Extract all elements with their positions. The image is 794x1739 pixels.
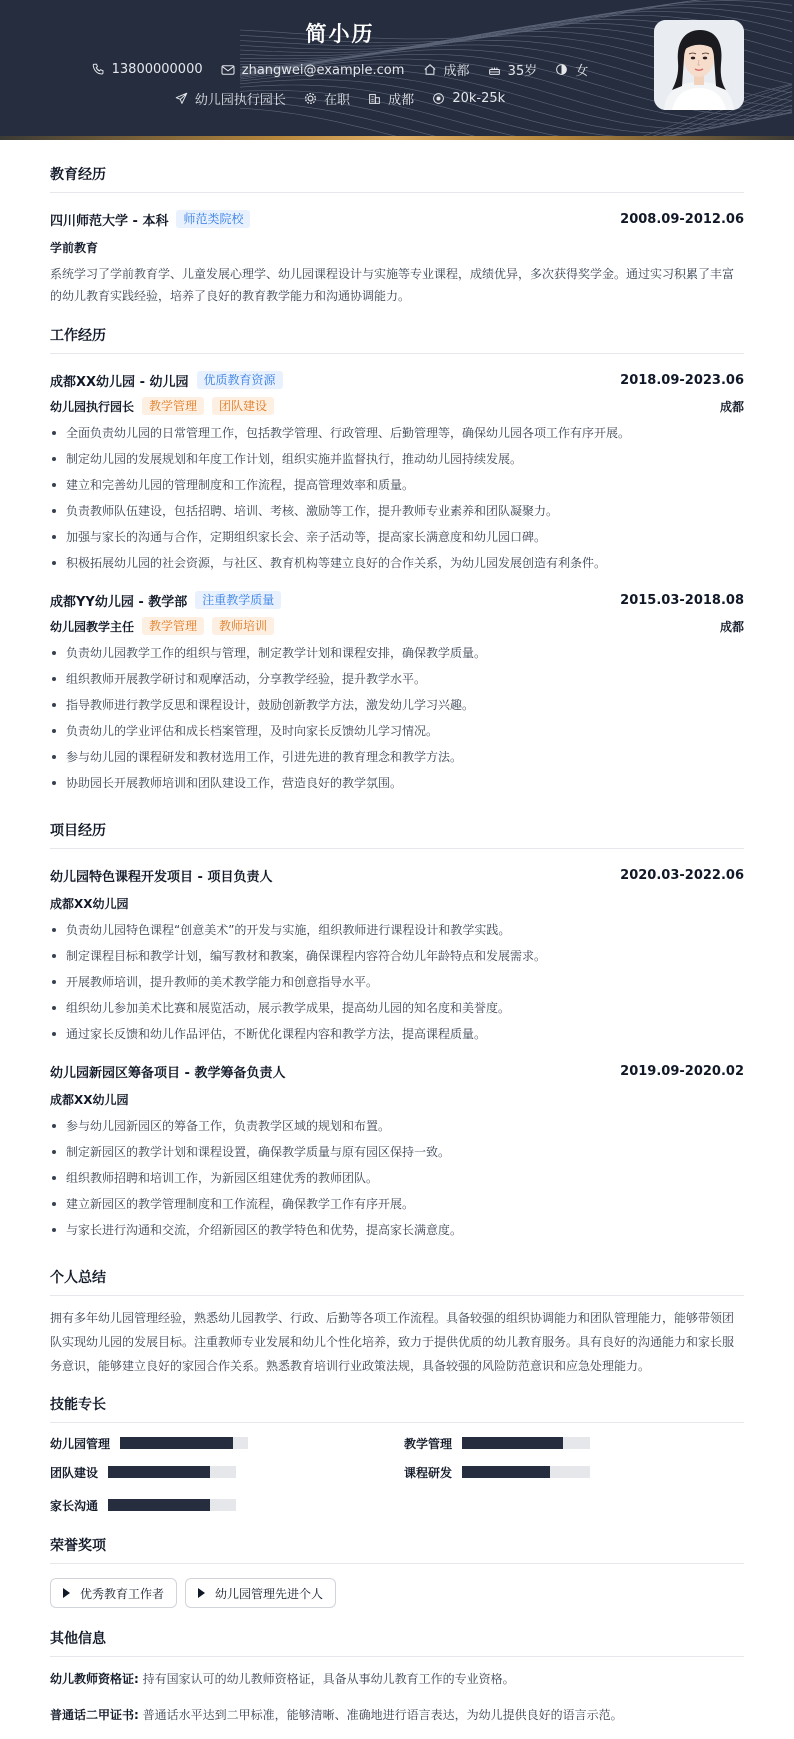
work-entry bbox=[50, 370, 744, 576]
company-tag: 优质教育资源 bbox=[197, 371, 283, 389]
work-duties-list bbox=[50, 640, 744, 796]
honors-section-title: 荣誉奖项 bbox=[50, 1535, 744, 1564]
skill-item bbox=[404, 1462, 590, 1482]
list-item: 制定课程目标和教学计划，编写教材和教案，确保课程内容符合幼儿年龄特点和发展需求。 bbox=[50, 943, 744, 969]
project-entry-header bbox=[50, 865, 744, 885]
list-item: 制定幼儿园的发展规划和年度工作计划，组织实施并监督执行，推动幼儿园持续发展。 bbox=[50, 446, 744, 472]
other-info-item bbox=[50, 1705, 744, 1725]
skill-name: 幼儿园管理 bbox=[50, 1436, 111, 1451]
project-name: 幼儿园特色课程开发项目 - 项目负责人 bbox=[50, 869, 273, 885]
skills-grid bbox=[50, 1433, 744, 1529]
project-org bbox=[50, 893, 744, 913]
skills-section-title: 技能专长 bbox=[50, 1394, 744, 1423]
position-name: 幼儿园教学主任 bbox=[50, 619, 135, 634]
honor-badge bbox=[185, 1578, 336, 1608]
job-status-info bbox=[304, 89, 350, 108]
project-entry-header bbox=[50, 1061, 744, 1081]
skill-name: 教学管理 bbox=[404, 1436, 453, 1451]
basic-info-row bbox=[0, 60, 680, 80]
list-item: 与家长进行沟通和交流，介绍新园区的教学特色和优势，提高家长满意度。 bbox=[50, 1217, 744, 1243]
phone-text: 13800000000 bbox=[111, 62, 203, 77]
company-name: 成都YY幼儿园 - 教学部 bbox=[50, 594, 188, 610]
list-item: 加强与家长的沟通与合作，定期组织家长会、亲子活动等，提高家长满意度和幼儿园口碑。 bbox=[50, 524, 744, 550]
skill-name: 团队建设 bbox=[50, 1465, 99, 1480]
skill-bar-fill bbox=[120, 1437, 233, 1449]
gender-info bbox=[555, 60, 588, 79]
coin-icon bbox=[432, 92, 445, 105]
skill-item bbox=[50, 1495, 236, 1515]
skill-item bbox=[50, 1462, 236, 1482]
age-text: 35岁 bbox=[507, 64, 538, 79]
list-item: 参与幼儿园新园区的筹备工作，负责教学区域的规划和布置。 bbox=[50, 1113, 744, 1139]
honors-list bbox=[50, 1578, 744, 1608]
honor-name: 优秀教育工作者 bbox=[80, 1586, 165, 1601]
play-icon bbox=[63, 1588, 70, 1598]
job-status-text: 在职 bbox=[324, 93, 351, 108]
list-item: 协助园长开展教师培训和团队建设工作，营造良好的教学氛围。 bbox=[50, 770, 744, 796]
project-duties-list bbox=[50, 1113, 744, 1243]
list-item: 负责教师队伍建设，包括招聘、培训、考核、激励等工作，提升教师专业素养和团队凝聚力。 bbox=[50, 498, 744, 524]
resume-body bbox=[50, 140, 744, 1725]
other-info-label: 幼儿教师资格证: bbox=[50, 1672, 139, 1686]
project-section-title: 项目经历 bbox=[50, 820, 744, 849]
list-item: 全面负责幼儿园的日常管理工作，包括教学管理、行政管理、后勤管理等，确保幼儿园各项工作有序开展。 bbox=[50, 420, 744, 446]
school-name: 四川师范大学 - 本科 bbox=[50, 213, 169, 229]
list-item: 制定新园区的教学计划和课程设置，确保教学质量与原有园区保持一致。 bbox=[50, 1139, 744, 1165]
project-org bbox=[50, 1089, 744, 1109]
list-item: 负责幼儿的学业评估和成长档案管理，及时向家长反馈幼儿学习情况。 bbox=[50, 718, 744, 744]
project-entry bbox=[50, 1061, 744, 1243]
work-entry-header bbox=[50, 370, 744, 390]
skill-bar-fill bbox=[108, 1499, 210, 1511]
target-position-text: 幼儿园执行园长 bbox=[194, 93, 286, 108]
age-info bbox=[488, 60, 538, 79]
list-item: 组织教师招聘和培训工作，为新园区组建优秀的教师团队。 bbox=[50, 1165, 744, 1191]
position-tag: 教师培训 bbox=[212, 617, 274, 635]
list-item: 参与幼儿园的课程研发和教材选用工作，引进先进的教育理念和教学方法。 bbox=[50, 744, 744, 770]
city-text: 成都 bbox=[443, 64, 470, 79]
company-tag: 注重教学质量 bbox=[195, 591, 281, 609]
project-duties-list bbox=[50, 917, 744, 1047]
other-section-title: 其他信息 bbox=[50, 1628, 744, 1657]
work-location: 成都 bbox=[719, 399, 744, 414]
summary-section-title: 个人总结 bbox=[50, 1267, 744, 1296]
salary-text: 20k-25k bbox=[452, 91, 506, 106]
list-item: 负责幼儿园教学工作的组织与管理，制定教学计划和课程安排，确保教学质量。 bbox=[50, 640, 744, 666]
position-tag: 教学管理 bbox=[142, 617, 204, 635]
project-org-text: 成都XX幼儿园 bbox=[50, 1092, 129, 1107]
home-icon bbox=[423, 63, 437, 76]
list-item: 开展教师培训，提升教师的美术教学能力和创意指导水平。 bbox=[50, 969, 744, 995]
project-period: 2020.03-2022.06 bbox=[620, 867, 744, 883]
skill-bar-fill bbox=[462, 1466, 550, 1478]
education-period: 2008.09-2012.06 bbox=[620, 211, 744, 227]
mail-icon bbox=[221, 64, 235, 76]
project-period: 2019.09-2020.02 bbox=[620, 1063, 744, 1079]
major-text: 学前教育 bbox=[50, 240, 99, 255]
other-info-value: 普通话水平达到二甲标准，能够清晰、准确地进行语言表达，为幼儿提供良好的语言示范。 bbox=[142, 1708, 623, 1722]
work-period: 2015.03-2018.08 bbox=[620, 592, 744, 608]
building-icon bbox=[368, 92, 381, 105]
status-gear-icon bbox=[304, 92, 317, 105]
position-tag: 教学管理 bbox=[142, 397, 204, 415]
work-period: 2018.09-2023.06 bbox=[620, 372, 744, 388]
candidate-name: 简小历 bbox=[305, 22, 375, 46]
company-name: 成都XX幼儿园 - 幼儿园 bbox=[50, 374, 189, 390]
profile-photo bbox=[654, 20, 744, 110]
send-icon bbox=[175, 92, 188, 105]
gender-icon bbox=[555, 63, 568, 76]
position-tag: 团队建设 bbox=[212, 397, 274, 415]
resume-header bbox=[0, 0, 794, 140]
city-info bbox=[423, 60, 470, 79]
project-entry bbox=[50, 865, 744, 1047]
list-item: 组织教师开展教学研讨和观摩活动，分享教学经验，提升教学水平。 bbox=[50, 666, 744, 692]
skill-bar-fill bbox=[462, 1437, 563, 1449]
phone-icon bbox=[92, 63, 105, 76]
school-tag: 师范类院校 bbox=[176, 210, 250, 228]
list-item: 建立和完善幼儿园的管理制度和工作流程，提高管理效率和质量。 bbox=[50, 472, 744, 498]
skill-name: 家长沟通 bbox=[50, 1498, 99, 1513]
education-description: 系统学习了学前教育学、儿童发展心理学、幼儿园课程设计与实施等专业课程，成绩优异，多次获得奖学金。通过实习积累了丰富的幼儿教育实践经验，培养了良好的教育教学能力和沟通协调能力。 bbox=[50, 267, 735, 303]
skill-name: 课程研发 bbox=[404, 1465, 453, 1480]
email-info bbox=[221, 63, 405, 78]
position-row bbox=[50, 616, 744, 636]
list-item: 负责幼儿园特色课程“创意美术”的开发与实施，组织教师进行课程设计和教学实践。 bbox=[50, 917, 744, 943]
list-item: 积极拓展幼儿园的社会资源，与社区、教育机构等建立良好的合作关系，为幼儿园发展创造有利条件。 bbox=[50, 550, 744, 576]
other-info-item bbox=[50, 1669, 744, 1689]
major-name bbox=[50, 237, 744, 257]
education-entry-header bbox=[50, 209, 744, 229]
skill-bar-fill bbox=[108, 1466, 210, 1478]
phone-info bbox=[92, 62, 203, 77]
honor-name: 幼儿园管理先进个人 bbox=[215, 1586, 324, 1601]
target-city-text: 成都 bbox=[388, 93, 415, 108]
position-name: 幼儿园执行园长 bbox=[50, 399, 135, 414]
work-location: 成都 bbox=[719, 619, 744, 634]
skill-bar bbox=[462, 1437, 590, 1449]
play-icon bbox=[198, 1588, 205, 1598]
summary-text: 拥有多年幼儿园管理经验，熟悉幼儿园教学、行政、后勤等各项工作流程。具备较强的组织协调能力和团队管理能力，能够带领团队实现幼儿园的发展目标。注重教师专业发展和幼儿个性化培养，致力于提供优质的幼儿教育服务。具有良好的沟通能力和家长服务意识，能够建立良好的家园合作关系。熟悉教育培训行业政策法规，具备较强的风险防范意识和应急处理能力。 bbox=[50, 1311, 735, 1373]
cake-icon bbox=[488, 63, 501, 76]
education-section-title: 教育经历 bbox=[50, 164, 744, 193]
project-org-text: 成都XX幼儿园 bbox=[50, 896, 129, 911]
target-position-info bbox=[175, 89, 286, 108]
work-duties-list bbox=[50, 420, 744, 576]
salary-info bbox=[432, 91, 505, 106]
position-row bbox=[50, 396, 744, 416]
work-section-title: 工作经历 bbox=[50, 325, 744, 354]
skill-item bbox=[404, 1433, 590, 1453]
honor-badge bbox=[50, 1578, 177, 1608]
skill-item bbox=[50, 1433, 248, 1453]
skill-bar bbox=[108, 1499, 236, 1511]
project-name: 幼儿园新园区筹备项目 - 教学筹备负责人 bbox=[50, 1065, 286, 1081]
email-text: zhangwei@example.com bbox=[241, 62, 405, 78]
other-info-label: 普通话二甲证书: bbox=[50, 1708, 139, 1722]
skill-bar bbox=[120, 1437, 248, 1449]
skill-bar bbox=[108, 1466, 236, 1478]
work-entry-header bbox=[50, 590, 744, 610]
gender-text: 女 bbox=[575, 64, 589, 79]
list-item: 通过家长反馈和幼儿作品评估，不断优化课程内容和教学方法，提高课程质量。 bbox=[50, 1021, 744, 1047]
other-info-value: 持有国家认可的幼儿教师资格证，具备从事幼儿教育工作的专业资格。 bbox=[142, 1672, 515, 1686]
list-item: 组织幼儿参加美术比赛和展览活动，展示教学成果，提高幼儿园的知名度和美誉度。 bbox=[50, 995, 744, 1021]
list-item: 建立新园区的教学管理制度和工作流程，确保教学工作有序开展。 bbox=[50, 1191, 744, 1217]
target-city-info bbox=[368, 89, 414, 108]
work-entry bbox=[50, 590, 744, 796]
skill-bar bbox=[462, 1466, 590, 1478]
list-item: 指导教师进行教学反思和课程设计，鼓励创新教学方法，激发幼儿学习兴趣。 bbox=[50, 692, 744, 718]
job-intent-row bbox=[0, 89, 680, 109]
